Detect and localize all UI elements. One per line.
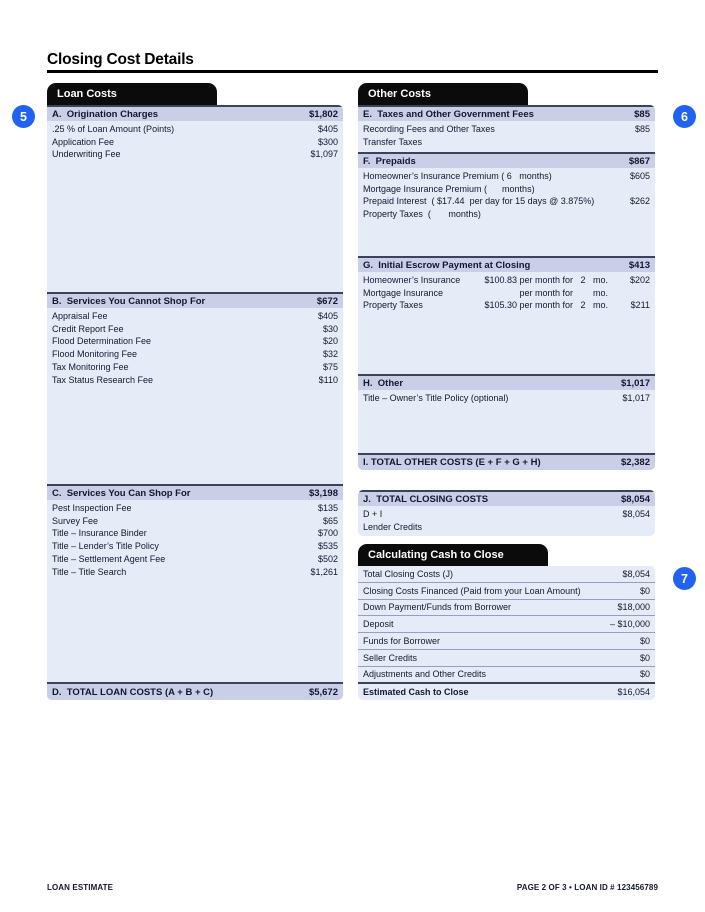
section-title: C. Services You Can Shop For [52, 487, 191, 499]
section-total: $672 [316, 295, 338, 307]
section-title: A. Origination Charges [52, 108, 159, 120]
fee-row [47, 148, 343, 161]
fee-label: Title – Owner’s Title Policy (optional) [363, 393, 509, 403]
total-closing-costs-panel [358, 490, 655, 536]
fee-amount: $32 [322, 349, 338, 360]
section-header-row [358, 152, 655, 168]
fee-amount: $535 [317, 541, 338, 552]
cash-row-amount: $0 [639, 585, 650, 596]
cash-to-close-row [358, 632, 655, 649]
fee-row [358, 287, 655, 300]
section-total: $85 [634, 108, 650, 120]
loan-costs-tab: Loan Costs [47, 83, 217, 105]
escrow-unit: mo. [590, 287, 609, 298]
fee-label: Lender Credits [363, 521, 423, 532]
total-amount: $2,382 [620, 457, 650, 468]
cash-row-label: Adjustments and Other Credits [363, 669, 487, 680]
section-header-row [358, 490, 655, 506]
cash-to-close-row [358, 615, 655, 632]
fee-label: Recording Fees and Other Taxes [363, 124, 495, 134]
fee-row [358, 136, 655, 149]
cash-row-amount: – $10,000 [609, 619, 650, 630]
cash-row-amount: $0 [639, 635, 650, 646]
section-rows [47, 308, 343, 386]
cash-row-amount: $16,054 [617, 687, 650, 698]
cash-to-close-row [358, 682, 655, 700]
fee-detail [471, 274, 608, 287]
fee-row [358, 123, 655, 136]
escrow-amount [471, 287, 517, 300]
fee-row [358, 521, 655, 534]
fee-amount: $405 [317, 124, 338, 134]
section-total: $8,054 [620, 493, 650, 505]
total-amount: $5,672 [308, 686, 338, 698]
page-title: Closing Cost Details [47, 51, 194, 68]
fee-row [47, 566, 343, 579]
fee-amount: $1,261 [310, 566, 338, 577]
section-title: H. Other [363, 377, 404, 389]
fee-row [358, 392, 655, 405]
callout-badge-7: 7 [673, 567, 696, 590]
section-rows [358, 121, 655, 148]
loan-costs-panel [47, 105, 343, 700]
escrow-per-text: per month for [517, 300, 576, 311]
fee-row [358, 183, 655, 196]
fee-label: Title – Lender’s Title Policy [52, 541, 159, 552]
total-title: I. TOTAL OTHER COSTS (E + F + G + H) [363, 457, 541, 468]
cash-row-amount: $18,000 [617, 602, 650, 613]
fee-label: Homeowner’s Insurance Premium ( 6 months) [363, 171, 552, 181]
section-header-row [47, 484, 343, 500]
fee-row [47, 123, 343, 136]
total-row [47, 682, 343, 700]
fee-label: Survey Fee [52, 515, 99, 526]
fee-row [47, 553, 343, 566]
fee-row [47, 540, 343, 553]
section-rows [47, 121, 343, 161]
fee-row [47, 136, 343, 149]
fee-label: Tax Monitoring Fee [52, 361, 129, 372]
fee-label: Title – Title Search [52, 566, 127, 577]
cash-row-amount: $0 [639, 669, 650, 680]
fee-detail [471, 287, 608, 300]
fee-label: Homeowner’s Insurance [363, 275, 461, 285]
fee-amount: $262 [629, 196, 650, 207]
fee-section [358, 490, 655, 533]
section-rows [358, 168, 655, 221]
fee-amount: $502 [317, 553, 338, 564]
fee-amount: $1,017 [622, 393, 650, 403]
fee-label: Mortgage Insurance [363, 287, 444, 298]
other-costs-tab: Other Costs [358, 83, 528, 105]
fee-amount: $85 [634, 124, 650, 134]
fee-row [47, 515, 343, 528]
fee-label: Title – Settlement Agent Fee [52, 553, 166, 564]
fee-amount: $211 [630, 300, 650, 311]
fee-row [47, 361, 343, 374]
section-title: G. Initial Escrow Payment at Closing [363, 259, 531, 271]
fee-amount: $1,097 [310, 149, 338, 160]
fee-row [47, 348, 343, 361]
section-total: $3,198 [308, 487, 338, 499]
cash-row-label: Down Payment/Funds from Borrower [363, 602, 512, 613]
fee-label: Credit Report Fee [52, 323, 124, 334]
cash-to-close-row [358, 649, 655, 666]
escrow-months [576, 287, 591, 300]
fee-amount: $135 [317, 503, 338, 513]
section-rows [358, 272, 655, 312]
fee-section [358, 105, 655, 152]
fee-amount: $202 [629, 275, 650, 285]
fee-row [47, 310, 343, 323]
cash-row-label: Deposit [363, 619, 394, 630]
fee-amount: $8,054 [622, 509, 650, 519]
escrow-per-text: per month for [517, 275, 576, 285]
section-title: F. Prepaids [363, 155, 416, 167]
fee-label: .25 % of Loan Amount (Points) [52, 124, 175, 134]
escrow-months: 2 [580, 300, 586, 311]
fee-amount: $300 [317, 136, 338, 147]
escrow-amount: $105.30 [484, 300, 517, 311]
fee-amount: $65 [322, 515, 338, 526]
cash-row-label: Total Closing Costs (J) [363, 568, 454, 579]
fee-row [358, 195, 655, 208]
fee-row [47, 374, 343, 387]
fee-label: Property Taxes ( months) [363, 209, 481, 220]
section-total: $1,802 [308, 108, 338, 120]
fee-label: Transfer Taxes [363, 136, 423, 147]
other-costs-column [358, 83, 655, 700]
fee-row [47, 323, 343, 336]
fee-amount: $75 [322, 361, 338, 372]
fee-label: Title – Insurance Binder [52, 528, 147, 539]
section-total: $1,017 [620, 377, 650, 389]
fee-row [358, 299, 655, 312]
section-header-row [358, 374, 655, 390]
fee-row [358, 170, 655, 183]
fee-label: Mortgage Insurance Premium ( months) [363, 183, 535, 194]
fee-amount: $20 [322, 336, 338, 347]
escrow-unit: mo. [590, 300, 609, 311]
fee-section [358, 256, 655, 374]
fee-amount: $110 [318, 374, 338, 385]
loan-costs-column [47, 83, 343, 700]
escrow-unit: mo. [590, 275, 609, 285]
cash-row-label: Closing Costs Financed (Paid from your Loan Amount) [363, 585, 581, 596]
fee-label: Prepaid Interest ( $17.44 per day for 15 days @ 3.875%) [363, 196, 595, 207]
escrow-months: 2 [580, 275, 586, 285]
fee-row [47, 335, 343, 348]
cash-to-close-tab: Calculating Cash to Close [358, 544, 548, 566]
total-row [358, 453, 655, 470]
fee-label: Underwriting Fee [52, 149, 121, 160]
fee-label: D + I [363, 509, 383, 519]
section-header-row [358, 105, 655, 121]
section-total: $867 [628, 155, 650, 167]
fee-detail [471, 299, 608, 312]
fee-section [47, 292, 343, 484]
cash-row-amount: $8,054 [622, 568, 650, 579]
cash-to-close-row [358, 582, 655, 599]
total-title: D. TOTAL LOAN COSTS (A + B + C) [52, 686, 214, 698]
section-header-row [47, 292, 343, 308]
fee-amount: $700 [317, 528, 338, 539]
escrow-amount: $100.83 [484, 275, 517, 285]
cash-row-label: Funds for Borrower [363, 635, 441, 646]
escrow-per-text: per month for [517, 287, 576, 298]
section-total: $413 [628, 259, 650, 271]
other-costs-panel [358, 105, 655, 470]
section-header-row [47, 105, 343, 121]
section-header-row [358, 256, 655, 272]
fee-row [358, 508, 655, 521]
section-title: E. Taxes and Other Government Fees [363, 108, 534, 120]
cash-to-close-panel [358, 566, 655, 700]
footer-page-loan-id: PAGE 2 OF 3 • LOAN ID # 123456789 [516, 883, 658, 892]
fee-label: Pest Inspection Fee [52, 503, 132, 513]
cash-row-amount: $0 [639, 652, 650, 663]
fee-row [358, 274, 655, 287]
fee-row [47, 527, 343, 540]
footer-document-name: LOAN ESTIMATE [47, 883, 114, 892]
fee-amount: $405 [317, 311, 338, 321]
section-rows [358, 506, 655, 533]
section-title: B. Services You Cannot Shop For [52, 295, 206, 307]
cash-row-label: Seller Credits [363, 652, 418, 663]
fee-label: Flood Monitoring Fee [52, 349, 138, 360]
cash-to-close-row [358, 666, 655, 683]
callout-badge-6: 6 [673, 105, 696, 128]
cash-to-close-row [358, 599, 655, 616]
cash-to-close-row [358, 566, 655, 582]
fee-amount: $605 [629, 171, 650, 181]
fee-row [358, 208, 655, 221]
callout-badge-5: 5 [12, 105, 35, 128]
fee-section [358, 374, 655, 453]
fee-label: Application Fee [52, 136, 115, 147]
fee-section [358, 152, 655, 256]
fee-row [47, 502, 343, 515]
fee-label: Property Taxes [363, 300, 423, 311]
fee-label: Flood Determination Fee [52, 336, 152, 347]
fee-section [47, 105, 343, 292]
fee-label: Tax Status Research Fee [52, 374, 154, 385]
fee-amount: $30 [322, 323, 338, 334]
title-rule [47, 70, 658, 73]
section-rows [358, 390, 655, 405]
section-rows [47, 500, 343, 578]
cash-row-label: Estimated Cash to Close [363, 687, 469, 698]
fee-section [47, 484, 343, 682]
fee-label: Appraisal Fee [52, 311, 108, 321]
section-title: J. TOTAL CLOSING COSTS [363, 493, 489, 505]
